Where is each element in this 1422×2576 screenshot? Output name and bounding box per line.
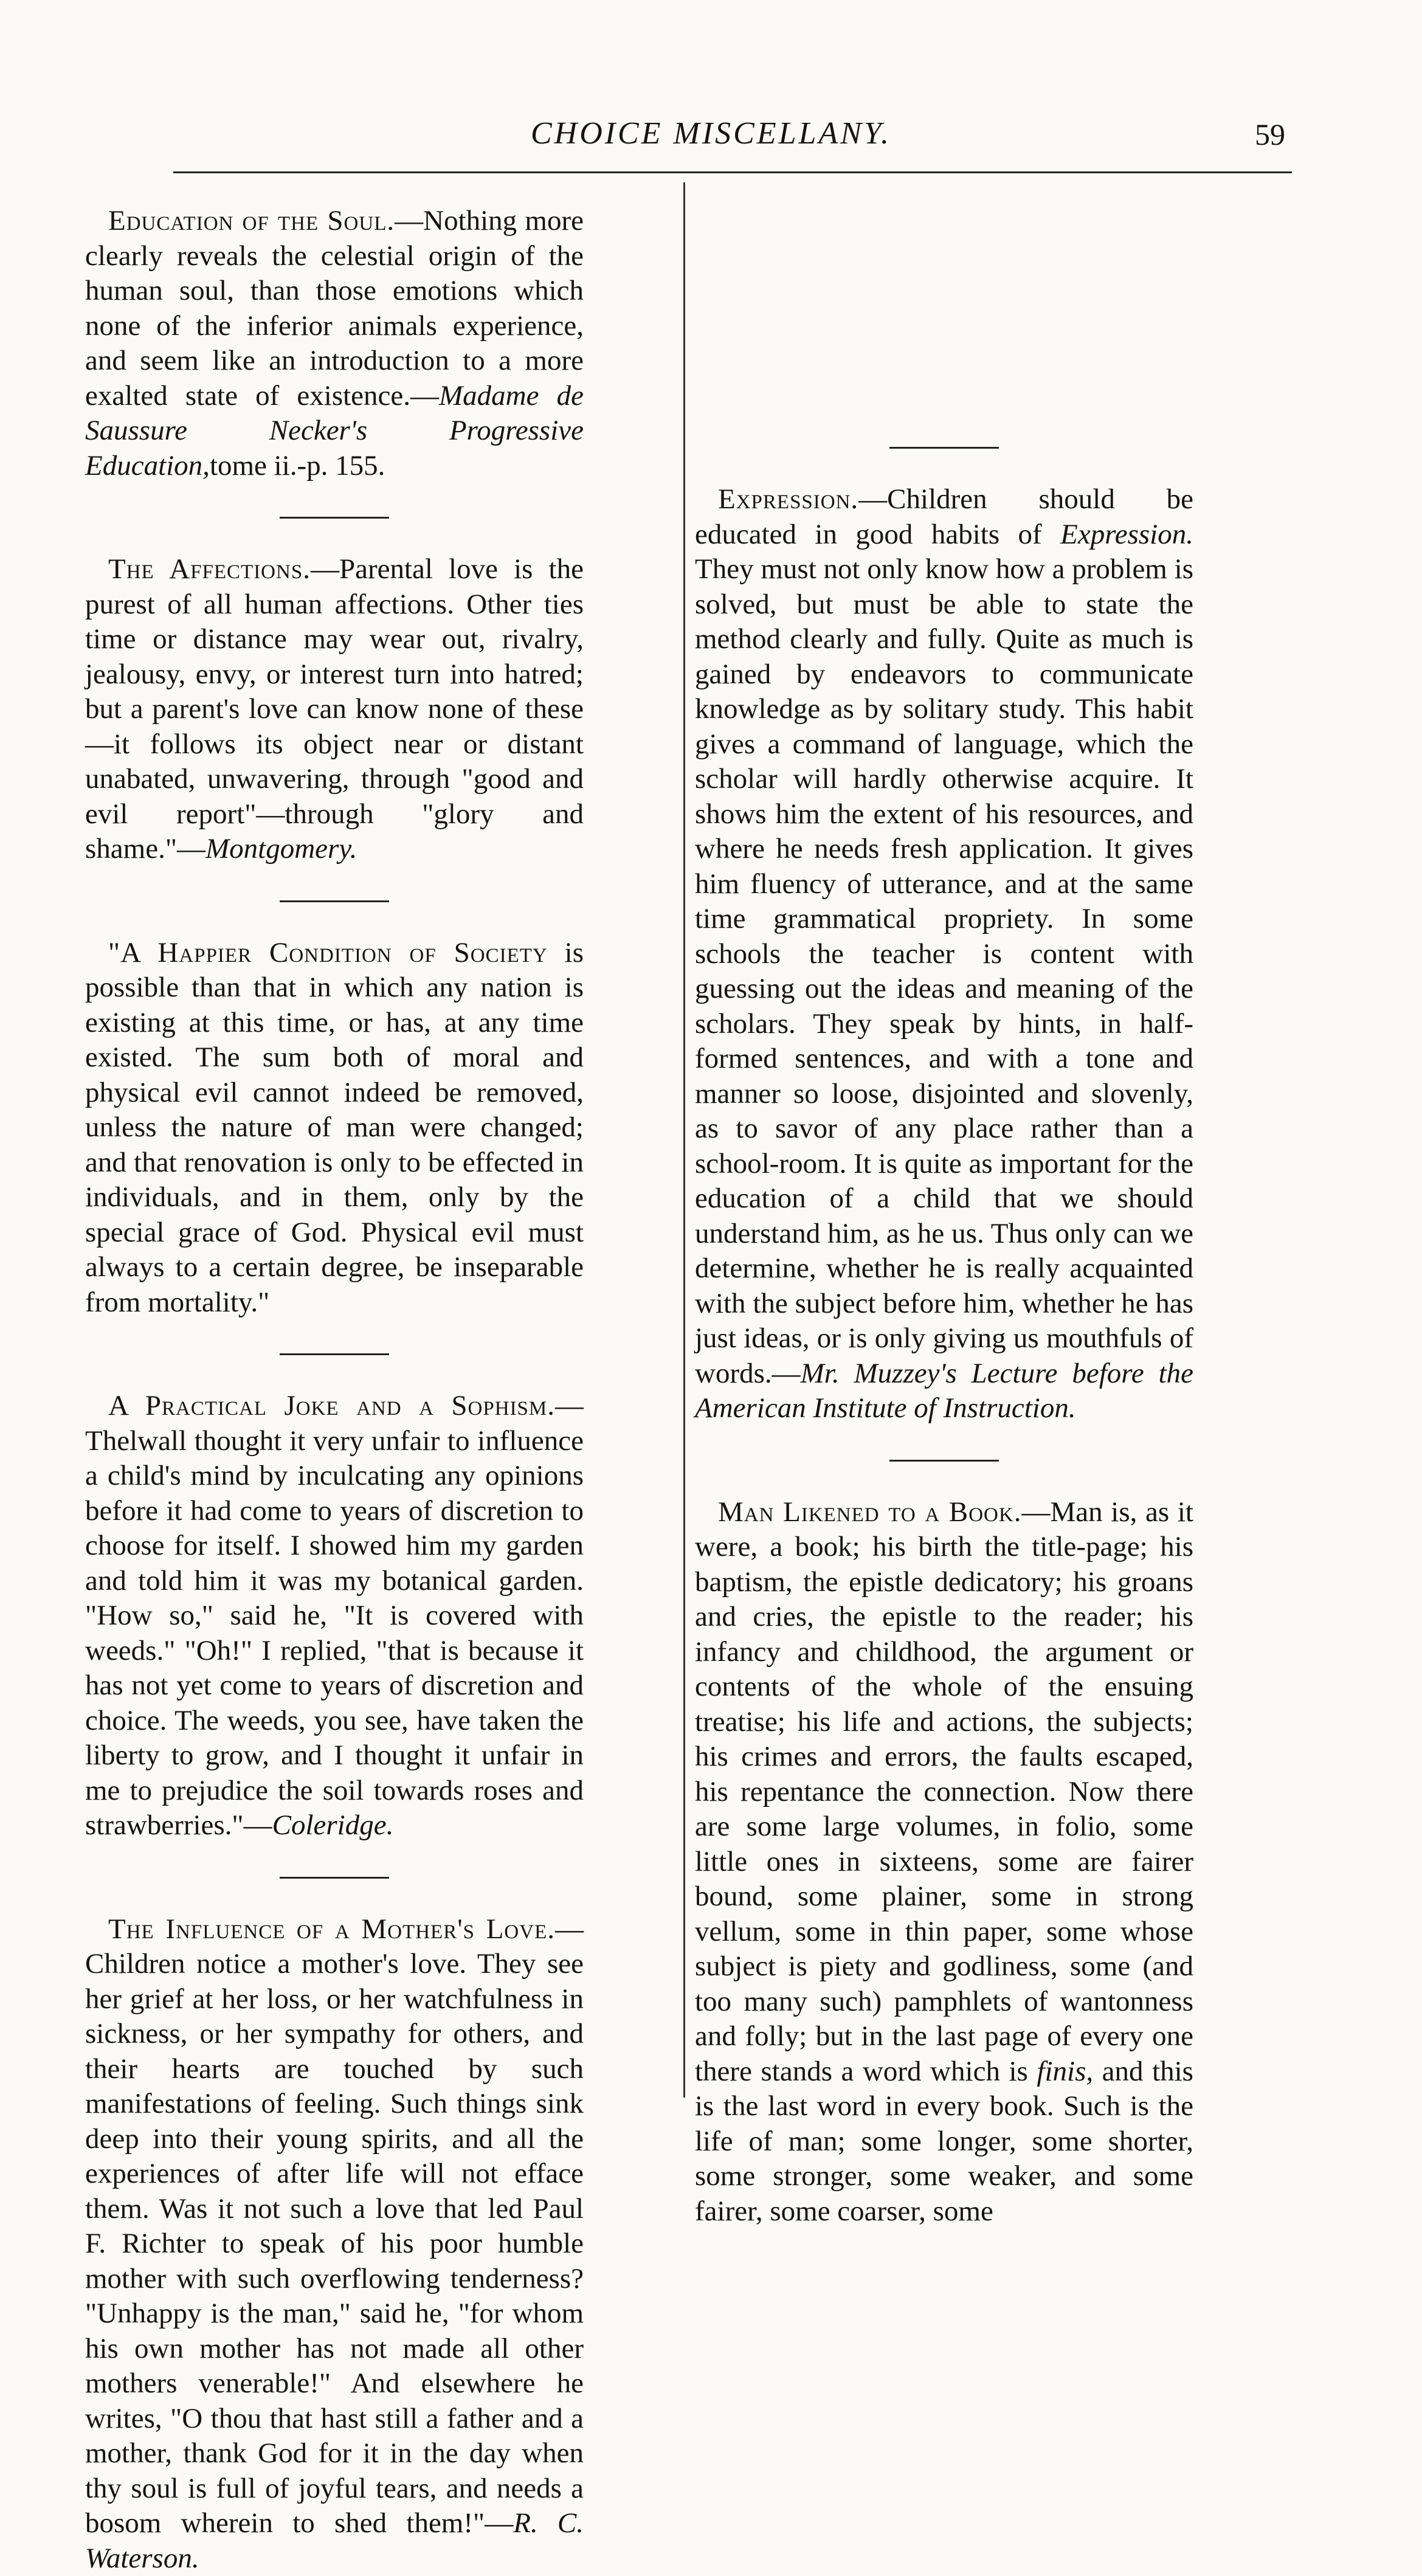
header-rule [173, 171, 1292, 173]
entry-happier-condition [85, 936, 584, 1321]
entry-text: —Children should be educated in good habits of [695, 483, 1193, 550]
entry-text: —Parental love is the purest of all human affections. Other ties time or distance may wear out, rivalry, jealousy, envy, or interest turn into hatred; but a parent's love can know none of these —it follows its object near or distant unabated, unwavering, through "good and evil report"—through "glory and shame."— [85, 553, 584, 865]
separator-rule [280, 1353, 389, 1355]
separator-rule [280, 517, 389, 519]
running-title: CHOICE MISCELLANY. [0, 116, 1422, 151]
column-divider [683, 182, 685, 2098]
left-column [85, 204, 584, 2576]
entry-text-continued: They must not only know how a problem is solved, but must be able to state the method clearly and fully. Quite as much is gained by endeavors to communicate knowledge as by solitary study. This habit gives a command of language, which the scholar will hardly otherwise acquire. It shows him the extent of his resources, and where he needs fresh application. It gives him fluency of utterance, and at the same time grammatical propriety. In some schools the teacher is content with guessing out the ideas and meaning of the scholars. They speak by hints, in half-formed sentences, and with a tone and manner so loose, disjointed and slovenly, as to savor of any place rather than a school-room. It is quite as important for the education of a child that we should understand him, as he us. Thus only can we determine, whether he is really acquainted with the subject before him, whether he has just ideas, or is only giving us mouthfuls of words.— [695, 553, 1193, 1389]
entry-education-of-the-soul [85, 204, 584, 483]
entry-tail: tome ii.-p. 155. [210, 450, 385, 482]
separator-rule [280, 1877, 389, 1879]
entry-text: is possible than that in which any nation is existing at this time, or has, at any time existed. The sum both of moral and physical evil cannot indeed be removed, unless the nature of man were changed; and that renovation is only to be effected in individuals, and in them, only by the special grace of God. Physical evil must always to a certain degree, be inseparable from mortality." [85, 937, 584, 1318]
separator-rule [280, 900, 389, 902]
entry-heading: Man Likened to a Book. [718, 1496, 1021, 1528]
entry-heading: Expression. [718, 483, 858, 515]
entry-source: Madame de Saussure Necker's Progressive Education, [85, 380, 584, 482]
entry-practical-joke [85, 1389, 584, 1843]
entry-text: —Nothing more clearly reveals the celestial origin of the human soul, than those emotions which none of the inferior animals experience, and seem like an introduction to a more exalted state of existence.— [85, 205, 584, 412]
right-column [695, 204, 1193, 2229]
entry-text: —Thelwall thought it very unfair to influence a child's mind by inculcating any opinions before it had come to years of discretion to choose for itself. I showed him my garden and told him it was my botanical garden. "How so," said he, "It is covered with weeds." "Oh!" I replied, "that is because it has not yet come to years of discretion and choice. The weeds, you see, have taken the liberty to grow, and I thought it unfair in me to prejudice the soil towards roses and strawberries."— [85, 1390, 584, 1841]
entry-mothers-love [85, 1912, 584, 2576]
entry-heading: The Influence of a Mother's Love. [108, 1913, 555, 1945]
separator-rule [889, 447, 999, 449]
entry-heading: Education of the Soul. [108, 205, 395, 237]
entry-heading: A Practical Joke and a Sophism. [108, 1390, 555, 1421]
entry-man-likened-to-a-book [695, 1495, 1193, 2229]
entry-heading: The Affections. [108, 553, 311, 585]
entry-source: R. C. Waterson. [85, 2507, 584, 2574]
entry-the-affections [85, 552, 584, 867]
page-header [0, 116, 1422, 170]
entry-emphasis: Expression. [1060, 519, 1193, 550]
entry-text: —Man is, as it were, a book; his birth the title-page; his baptism, the epistle dedicatory; his groans and cries, the epistle to the reader; his infancy and childhood, the argument or contents of the whole of the ensuing treatise; his life and actions, the subjects; his crimes and errors, the faults escaped, his repentance the connection. Now there are some large volumes, in folio, some little ones in sixteens, some are fairer bound, some plainer, some in strong vellum, some in thin paper, some whose subject is piety and godliness, some (and too many such) pamphlets of wantonness and folly; but in the last page of every one there stands a word which is [695, 1496, 1193, 2087]
separator-rule [889, 1460, 999, 1462]
entry-source: Coleridge. [272, 1809, 394, 1841]
entry-source: Mr. Muzzey's Lecture before the American Institute of Instruction. [695, 1358, 1193, 1424]
entry-expression [695, 482, 1193, 1426]
entry-heading: "A Happier Condition of Society [108, 937, 548, 969]
entry-source: Montgomery. [205, 833, 357, 865]
entry-text-continued: and this is the last word in every book. Such is the life of man; some longer, some shorter, some stronger, some weaker, and some fairer, some coarser, some [695, 2056, 1193, 2227]
page-number: 59 [1255, 117, 1285, 152]
entry-emphasis: finis, [1037, 2056, 1093, 2087]
entry-text: —Children notice a mother's love. They see her grief at her loss, or her watchfulness in sickness, or her sympathy for others, and their hearts are touched by such manifestations of feeling. Such things sink deep into their young spirits, and all the experiences of after life will not efface them. Was it not such a love that led Paul F. Richter to speak of his poor humble mother with such overflowing tenderness? "Unhappy is the man," said he, "for whom his own mother has not made all other mothers venerable!" And elsewhere he writes, "O thou that hast still a father and a mother, thank God for it in the day when thy soul is full of joyful tears, and needs a bosom wherein to shed them!"— [85, 1913, 584, 2540]
